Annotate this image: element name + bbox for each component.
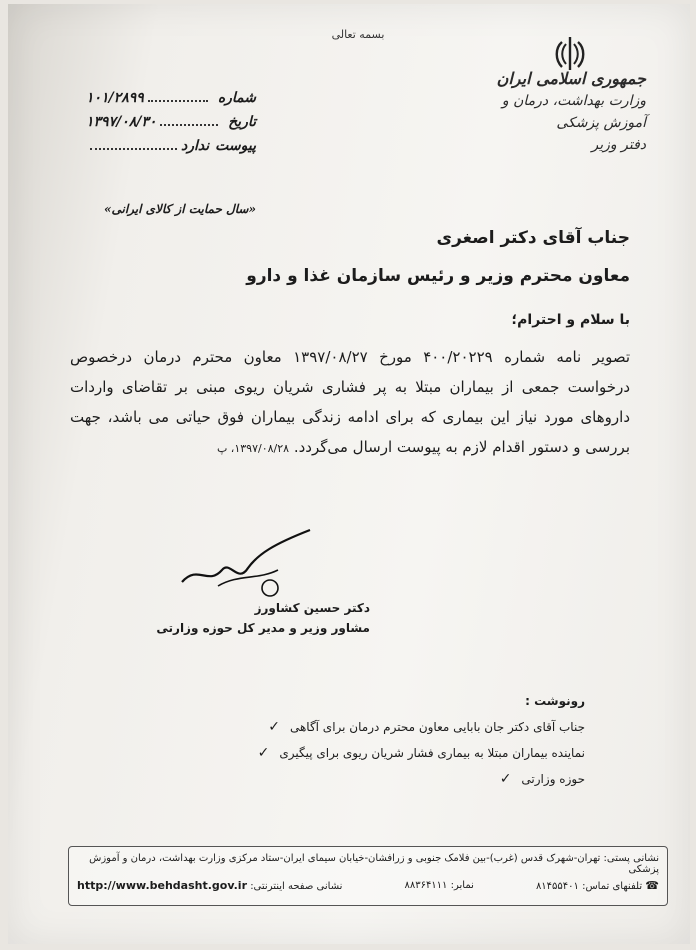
cc-item-text: حوزه وزارتی — [521, 772, 585, 786]
attachment-label: پیوست — [215, 138, 256, 154]
signer-title: مشاور وزیر و مدیر کل حوزه وزارتی — [156, 621, 370, 635]
letter-meta — [86, 90, 256, 162]
handwritten-signature — [178, 524, 318, 604]
letter-footer — [68, 846, 668, 906]
addressee-title: معاون محترم وزیر و رئیس سازمان غذا و دارو — [246, 266, 630, 286]
letter-page — [8, 4, 690, 944]
meta-attachment-row — [86, 138, 256, 162]
meta-date-row — [86, 114, 256, 138]
footer-address-row — [77, 853, 659, 875]
government-header — [478, 68, 646, 156]
number-label: شماره — [217, 90, 256, 106]
cc-item-text: نماینده بیماران مبتلا به بیماری فشار شریان ریوی برای پیگیری — [279, 746, 585, 760]
addressee — [110, 219, 630, 295]
letter-body — [70, 342, 630, 464]
footer-address: نشانی پستی: تهران-شهرک قدس (غرب)-بین فلامک جنوبی و زرافشان-خیابان سیمای ایران-ستاد مرکزی وزارت بهداشت، درمان و آموزش پزشکی — [89, 853, 659, 875]
footer-fax: نمابر: ۸۸۳۶۴۱۱۱ — [404, 880, 474, 891]
cc-item — [165, 714, 585, 740]
body-date-note: ۱۳۹۷/۰۸/۲۸، پ — [216, 442, 290, 455]
ministry-name: وزارت بهداشت، درمان و آموزش پزشکی — [501, 93, 646, 131]
check-icon: ✓ — [268, 719, 280, 735]
check-icon: ✓ — [257, 745, 270, 761]
attachment-value: ندارد — [181, 138, 210, 154]
cc-item — [165, 766, 585, 792]
footer-phone: ☎ تلفنهای تماس: ۸۱۴۵۵۴۰۱ — [535, 879, 659, 892]
check-icon: ✓ — [499, 771, 512, 787]
addressee-name: جناب آقای دکتر اصغری — [436, 228, 630, 248]
bismillah: بسمه تعالی — [331, 28, 385, 41]
salutation: با سلام و احترام؛ — [511, 312, 630, 328]
office-name: دفتر وزیر — [591, 137, 646, 153]
number-value: ۱۰۱/۲۸۹۹ — [86, 90, 144, 106]
cc-block — [165, 688, 585, 792]
phone-icon: ☎ — [645, 879, 659, 892]
meta-number-row — [86, 90, 256, 114]
date-value: ۱۳۹۷/۰۸/۳۰ — [86, 114, 157, 130]
footer-website: نشانی صفحه اینترنتی: http://www.behdasht.gov.ir — [77, 879, 343, 892]
date-label: تاریخ — [228, 114, 256, 130]
gov-name: جمهوری اسلامی ایران — [496, 69, 646, 88]
website-link[interactable]: http://www.behdasht.gov.ir — [77, 879, 247, 892]
footer-contact-row — [77, 879, 659, 892]
cc-item — [165, 740, 585, 766]
signer-name: دکتر حسین کشاورز — [254, 601, 370, 615]
body-text: تصویر نامه شماره ۴۰۰/۲۰۲۲۹ مورخ ۱۳۹۷/۰۸/۲۷ معاون محترم درمان درخصوص درخواست جمعی از بیماران مبتلا به پر فشاری شریان ریوی مبنی بر تقاضای واردات داروهای مورد نیاز این بیماری که برای ادامه زندگی بیماران فوق حیاتی می باشد، جهت بررسی و دستور اقدام لازم به پیوست ارسال می‌گردد. — [70, 348, 630, 456]
cc-title: رونوشت : — [525, 694, 585, 708]
year-slogan: «سال حمایت از کالای ایرانی» — [104, 202, 256, 216]
cc-item-text: جناب آقای دکتر جان بابایی معاون محترم درمان برای آگاهی — [289, 720, 585, 734]
signature-block — [150, 598, 370, 638]
